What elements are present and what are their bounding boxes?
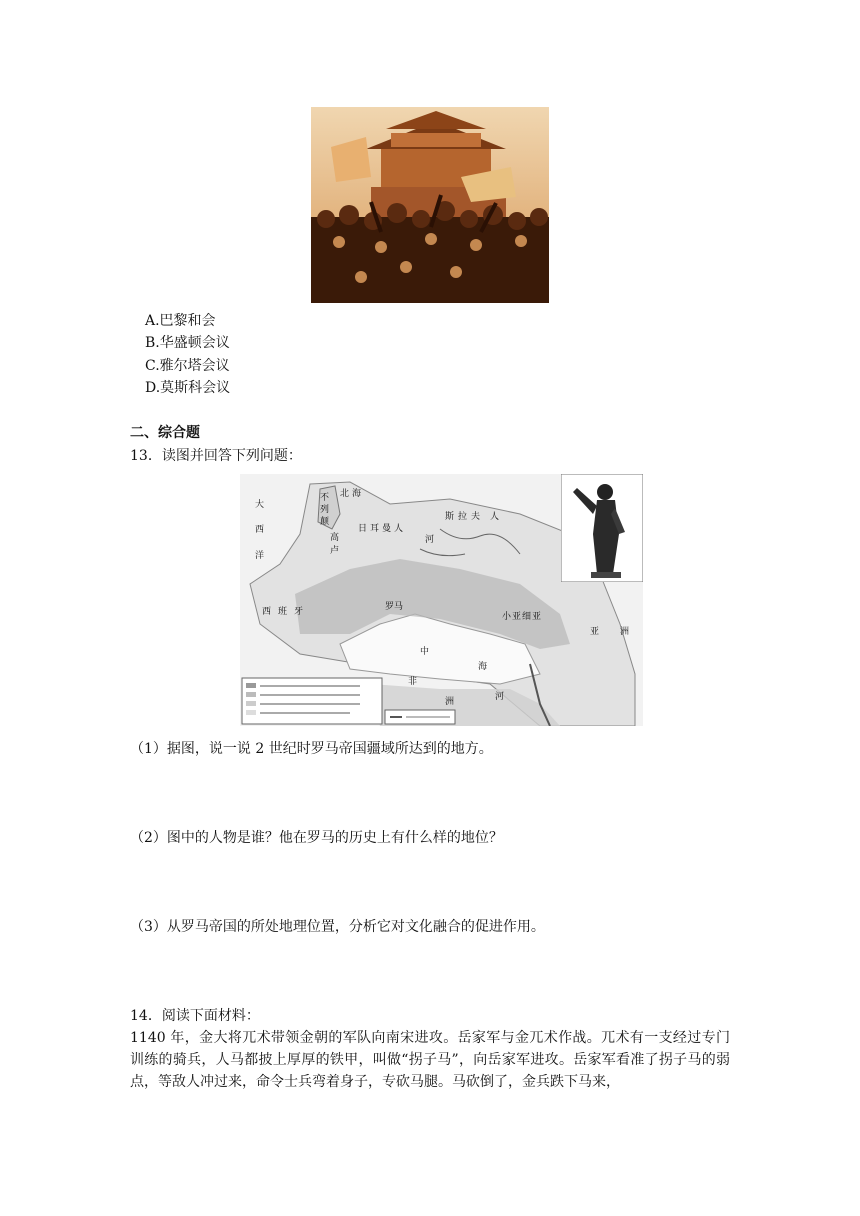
question-14-stem: 14．阅读下面材料：: [130, 1008, 260, 1024]
map-label: 河: [495, 692, 505, 702]
map-label: 班: [278, 607, 288, 617]
map-label: 亚: [532, 612, 542, 622]
map-label: 中: [420, 647, 430, 657]
map-label: 日: [358, 524, 368, 534]
map-label: 牙: [294, 607, 304, 617]
map-label: 海: [478, 662, 488, 672]
map-label: 西: [255, 525, 265, 535]
map-label: 人: [490, 512, 500, 522]
map-label: 亚: [590, 627, 600, 637]
map-label: 洋: [255, 551, 265, 561]
map-label: 曼: [382, 524, 392, 534]
statue-image: [561, 474, 643, 582]
map-label: 拉: [458, 512, 468, 522]
map-label: 人: [394, 524, 404, 534]
option-a: A.巴黎和会: [145, 313, 216, 329]
map-label: 斯: [445, 512, 455, 522]
question-13-part-3: （3）从罗马帝国的所处地理位置，分析它对文化融合的促进作用。: [130, 919, 545, 935]
section-heading: 二、综合题: [130, 425, 200, 441]
map-label: 洲: [620, 627, 630, 637]
question-13-part-2: （2）图中的人物是谁？他在罗马的历史上有什么样的地位？: [130, 830, 503, 846]
map-label: 罗马: [385, 602, 404, 612]
map-label: 不: [320, 493, 330, 503]
question-13-stem: 13．读图并回答下列问题：: [130, 448, 302, 464]
question-14-material: 1140 年，金大将兀术带领金朝的军队向南宋进攻。岳家军与金兀术作战。兀术有一支经过专门训练的骑兵，人马都披上厚厚的铁甲，叫做“拐子马”，向岳家军进攻。岳家军看准了拐子马的弱点，等敌人冲过来，命令士兵弯着身子，专砍马腿。马砍倒了，金兵跌下马来，: [130, 1030, 730, 1090]
map-label: 列: [320, 505, 330, 515]
map-label: 大: [255, 500, 265, 510]
option-d: D.莫斯科会议: [145, 380, 231, 396]
map-label: 颠: [320, 517, 330, 527]
map-label: 亚: [512, 612, 522, 622]
option-b: B.华盛顿会议: [145, 335, 230, 351]
map-label: 洲: [445, 697, 455, 707]
map-label: 非: [408, 677, 418, 687]
map-label: 小: [502, 612, 512, 622]
map-label: 卢: [330, 546, 340, 556]
map-label: 北: [340, 489, 350, 499]
map-label: 细: [522, 612, 532, 622]
map-label: 夫: [471, 512, 481, 522]
map-label: 西: [262, 607, 272, 617]
map-label: 耳: [370, 524, 380, 534]
historical-painting-image: [311, 107, 549, 303]
option-c: C.雅尔塔会议: [145, 358, 230, 374]
map-label: 海: [352, 489, 362, 499]
map-label: 河: [425, 535, 435, 545]
map-label: 高: [330, 533, 340, 543]
question-13-part-1: （1）据图，说一说 2 世纪时罗马帝国疆域所达到的地方。: [130, 741, 493, 757]
